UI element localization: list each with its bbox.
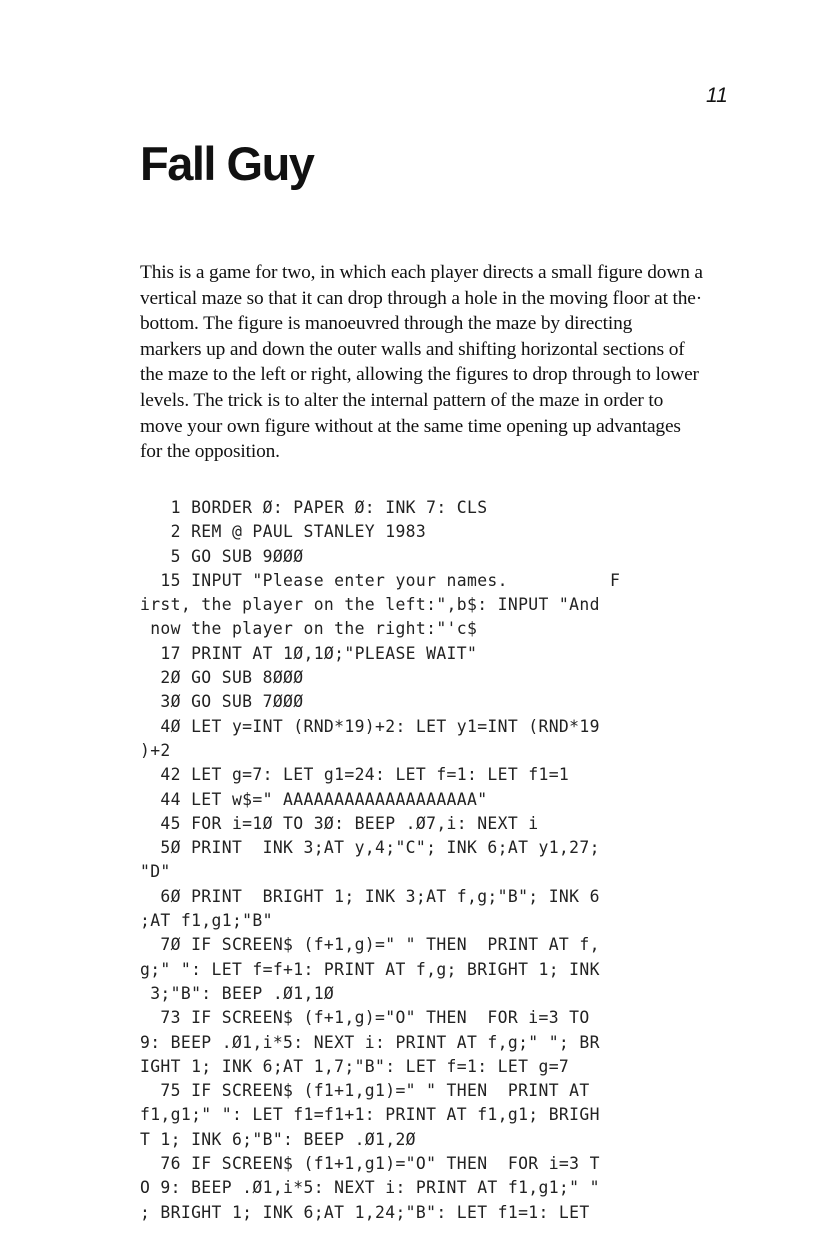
intro-line: for the opposition. <box>140 441 280 463</box>
code-line: now the player on the right:"'c$ <box>140 619 478 639</box>
page-number: 11 <box>706 84 728 107</box>
intro-line: the maze to the left or right, allowing the figures to drop through to lower <box>140 364 699 386</box>
code-line: 42 LET g=7: LET g1=24: LET f=1: LET f1=1 <box>140 765 570 785</box>
code-line: 9: BEEP .Ø1,i*5: NEXT i: PRINT AT f,g;" "; BR <box>140 1032 600 1052</box>
intro-line: move your own figure without at the same time opening up advantages <box>140 415 681 437</box>
basic-program-listing <box>140 496 620 1225</box>
code-line: T 1; INK 6;"B": BEEP .Ø1,2Ø <box>140 1129 416 1149</box>
code-line: 3;"B": BEEP .Ø1,1Ø <box>140 983 335 1003</box>
code-line: g;" ": LET f=f+1: PRINT AT f,g; BRIGHT 1; INK <box>140 959 600 979</box>
intro-line: vertical maze so that it can drop through a hole in the moving floor at the· <box>140 287 703 309</box>
code-line: 7Ø IF SCREEN$ (f+1,g)=" " THEN PRINT AT f, <box>140 935 600 955</box>
code-line: 76 IF SCREEN$ (f1+1,g1)="O" THEN FOR i=3 T <box>140 1154 600 1174</box>
code-line: ; BRIGHT 1; INK 6;AT 1,24;"B": LET f1=1: LET <box>140 1202 590 1222</box>
code-line: 75 IF SCREEN$ (f1+1,g1)=" " THEN PRINT AT <box>140 1081 590 1101</box>
code-line: 73 IF SCREEN$ (f+1,g)="O" THEN FOR i=3 TO <box>140 1008 590 1028</box>
intro-line: levels. The trick is to alter the internal pattern of the maze in order to <box>140 389 664 411</box>
code-line: 44 LET w$=" AAAAAAAAAAAAAAAAAAA" <box>140 789 488 809</box>
intro-line: This is a game for two, in which each player directs a small figure down a <box>140 262 703 283</box>
code-line: ;AT f1,g1;"B" <box>140 911 273 931</box>
chapter-title: Fall Guy <box>140 137 314 190</box>
code-line: IGHT 1; INK 6;AT 1,7;"B": LET f=1: LET g=7 <box>140 1056 570 1076</box>
code-line: irst, the player on the left:",b$: INPUT "And <box>140 595 600 615</box>
code-line: 2 REM @ PAUL STANLEY 1983 <box>140 522 427 542</box>
code-line: 4Ø LET y=INT (RND*19)+2: LET y1=INT (RND*19 <box>140 716 600 736</box>
code-line: 45 FOR i=1Ø TO 3Ø: BEEP .Ø7,i: NEXT i <box>140 813 539 833</box>
code-line: 2Ø GO SUB 8ØØØ <box>140 668 304 688</box>
code-line: O 9: BEEP .Ø1,i*5: NEXT i: PRINT AT f1,g1;" " <box>140 1178 600 1198</box>
code-line: 1 BORDER Ø: PAPER Ø: INK 7: CLS <box>140 498 488 517</box>
code-line: 5 GO SUB 9ØØØ <box>140 546 304 566</box>
code-line: 17 PRINT AT 1Ø,1Ø;"PLEASE WAIT" <box>140 643 478 663</box>
code-line: 6Ø PRINT BRIGHT 1; INK 3;AT f,g;"B"; INK 6 <box>140 886 600 906</box>
code-line: "D" <box>140 862 171 882</box>
code-line: f1,g1;" ": LET f1=f1+1: PRINT AT f1,g1; BRIGH <box>140 1105 600 1125</box>
intro-line: bottom. The figure is manoeuvred through the maze by directing <box>140 313 633 335</box>
code-line: )+2 <box>140 740 171 760</box>
code-line: 3Ø GO SUB 7ØØØ <box>140 692 304 712</box>
intro-paragraph <box>140 260 740 465</box>
code-line: 15 INPUT "Please enter your names. F <box>140 570 621 590</box>
code-line: 5Ø PRINT INK 3;AT y,4;"C"; INK 6;AT y1,27; <box>140 838 600 858</box>
intro-line: markers up and down the outer walls and shifting horizontal sections of <box>140 338 685 360</box>
